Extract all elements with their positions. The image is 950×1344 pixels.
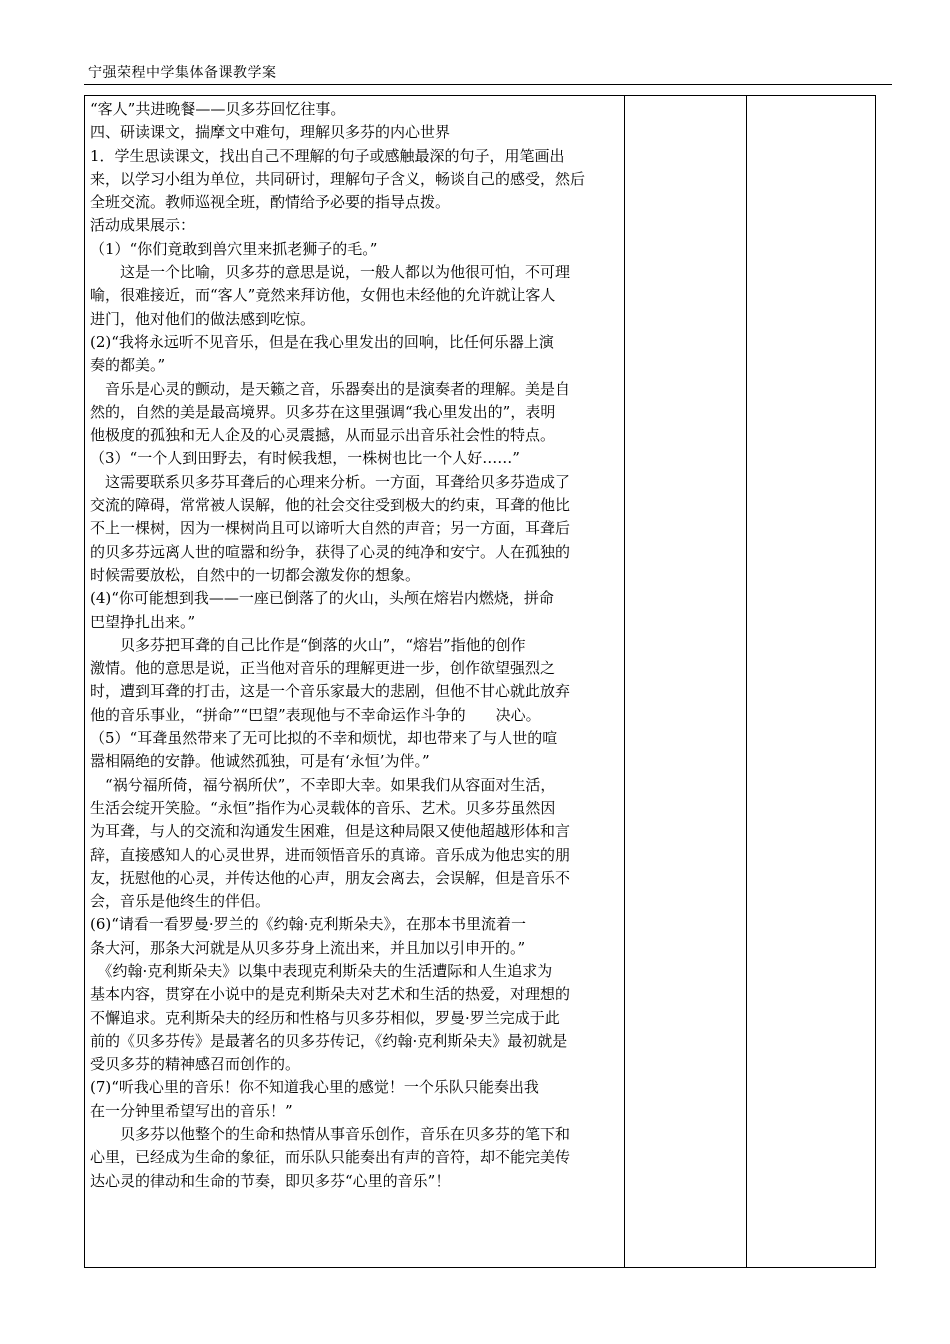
content-line: 前的《贝多芬传》是最著名的贝多芬传记，《约翰·克利斯朵夫》最初就是 — [90, 1031, 568, 1050]
content-line: 他极度的孤独和无人企及的心灵震撼，从而显示出音乐社会性的特点。 — [90, 426, 556, 445]
header-divider — [84, 84, 892, 85]
content-line: 奏的都美。” — [90, 356, 166, 375]
content-line: 他的音乐事业，“拼命”“巴望”表现他与不幸命运作斗争的 决心。 — [90, 705, 541, 724]
content-line: “祸兮福所倚，福兮祸所伏”，不幸即大幸。如果我们从容面对生活， — [90, 775, 556, 794]
content-line: 友，抚慰他的心灵，并传达他的心声，朋友会离去，会误解，但是音乐不 — [90, 868, 571, 887]
content-line: 来，以学习小组为单位，共同研讨，理解句子含义，畅谈自己的感受，然后 — [90, 169, 586, 188]
content-line: 会，音乐是他终生的伴侣。 — [90, 892, 271, 911]
content-line: 然的，自然的美是最高境界。贝多芬在这里强调“我心里发出的”，表明 — [90, 402, 556, 421]
content-line: 时，遭到耳聋的打击，这是一个音乐家最大的悲剧，但他不甘心就此放弃 — [90, 682, 571, 701]
lesson-plan-table — [84, 95, 876, 1268]
content-line: 交流的障碍，常常被人误解，他的社会交往受到极大的约束，耳聋的他比 — [90, 496, 571, 515]
content-line: 时候需要放松，自然中的一切都会激发你的想象。 — [90, 565, 421, 584]
content-line: 全班交流。教师巡视全班，酌情给予必要的指导点拨。 — [90, 193, 451, 212]
content-line: 不懈追求。克利斯朵夫的经历和性格与贝多芬相似，罗曼·罗兰完成于此 — [90, 1008, 560, 1027]
document-header-title: 宁强荣程中学集体备课教学案 — [88, 65, 277, 81]
notes-column — [625, 96, 747, 1267]
content-line: 这是一个比喻，贝多芬的意思是说，一般人都以为他很可怕，不可理 — [90, 263, 571, 282]
content-line: 贝多芬以他整个的生命和热情从事音乐创作，音乐在贝多芬的笔下和 — [90, 1125, 571, 1144]
content-line: 基本内容，贯穿在小说中的是克利斯朵夫对艺术和生活的热爱，对理想的 — [90, 985, 571, 1004]
content-line: 这需要联系贝多芬耳聋后的心理来分析。一方面，耳聋给贝多芬造成了 — [90, 472, 571, 491]
content-line: 四、研读课文，揣摩文中难句，理解贝多芬的内心世界 — [90, 123, 451, 142]
content-line: 喻，很难接近，而“客人”竟然来拜访他，女佣也未经他的允许就让客人 — [90, 286, 556, 305]
content-line: 生活会绽开笑脸。“永恒”指作为心灵载体的音乐、艺术。贝多芬虽然因 — [90, 798, 556, 817]
content-line: 辞，直接感知人的心灵世界，进而领悟音乐的真谛。音乐成为他忠实的朋 — [90, 845, 571, 864]
content-line: （5）“耳聋虽然带来了无可比拟的不幸和烦忧，却也带来了与人世的喧 — [90, 729, 558, 748]
content-line: 激情。他的意思是说，正当他对音乐的理解更进一步，创作欲望强烈之 — [90, 659, 556, 678]
content-line: 达心灵的律动和生命的节奏，即贝多芬“心里的音乐”！ — [90, 1171, 451, 1190]
content-line: 为耳聋，与人的交流和沟通发生困难，但是这种局限又使他超越形体和言 — [90, 822, 571, 841]
content-line: 受贝多芬的精神感召而创作的。 — [90, 1055, 301, 1074]
content-line: 活动成果展示： — [90, 216, 196, 235]
content-line: （3）“一个人到田野去，有时候我想，一株树也比一个人好……” — [90, 449, 520, 468]
content-line: (6)“请看一看罗曼·罗兰的《约翰·克利斯朵夫》，在那本书里流着一 — [90, 915, 526, 934]
content-line: (7)“听我心里的音乐！你不知道我心里的感觉！一个乐队只能奏出我 — [90, 1078, 539, 1097]
content-line: 嚣相隔绝的安静。他诚然孤独，可是有‘永恒’为伴。” — [90, 752, 430, 771]
content-line: 不上一棵树，因为一棵树尚且可以谛听大自然的声音；另一方面，耳聋后 — [90, 519, 571, 538]
reflection-column — [747, 96, 875, 1267]
content-line: 在一分钟里希望写出的音乐！” — [90, 1101, 293, 1120]
content-line: 进门，他对他们的做法感到吃惊。 — [90, 309, 316, 328]
content-line: “客人”共进晚餐——贝多芬回忆往事。 — [90, 100, 346, 118]
content-line: 的贝多芬远离人世的喧嚣和纷争，获得了心灵的纯净和安宁。人在孤独的 — [90, 542, 571, 561]
content-line: 巴望挣扎出来。” — [90, 612, 196, 631]
content-line: (2)“我将永远听不见音乐，但是在我心里发出的回响，比任何乐器上演 — [90, 332, 554, 351]
content-line: 1．学生思读课文，找出自己不理解的句子或感触最深的句子，用笔画出 — [90, 146, 565, 165]
main-content-column — [85, 96, 625, 1267]
content-line: 贝多芬把耳聋的自己比作是“倒落的火山”，“熔岩”指他的创作 — [90, 635, 526, 654]
content-line: (4)“你可能想到我——一座已倒落了的火山，头颅在熔岩内燃烧，拼命 — [90, 589, 554, 608]
content-line: 条大河，那条大河就是从贝多芬身上流出来，并且加以引申开的。” — [90, 938, 526, 957]
content-line: 《约翰·克利斯朵夫》以集中表现克利斯朵夫的生活遭际和人生追求为 — [90, 961, 553, 980]
content-line: 音乐是心灵的颤动，是天籁之音，乐器奏出的是演奏者的理解。美是自 — [90, 379, 571, 398]
content-line: 心里，已经成为生命的象征，而乐队只能奏出有声的音符，却不能完美传 — [90, 1148, 571, 1167]
content-line: （1）“你们竟敢到兽穴里来抓老狮子的毛。” — [90, 239, 378, 258]
